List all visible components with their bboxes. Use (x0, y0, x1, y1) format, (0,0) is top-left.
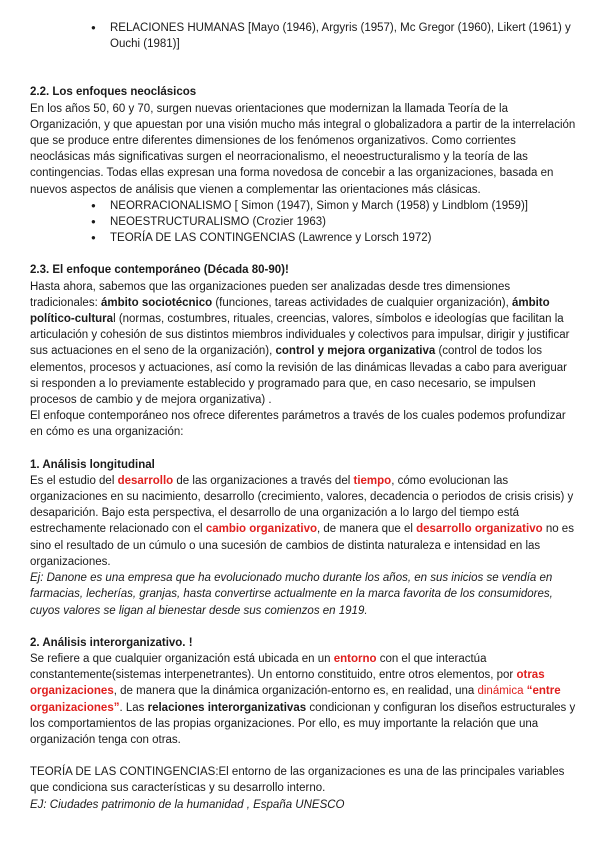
analisis-longitudinal-text: Es el estudio del desarrollo de las organizaciones a través del tiempo, cómo evolucionan las organizaciones en su nacimiento, desarrollo (crecimiento, valores, decadencia o periodos de crisis crisis) y desaparición. Bajo esta perspectiva, el desarrollo de una organización a lo largo del tiempo está estrechamente relacionado con el cambio organizativo, de manera que el desarrollo organizativo no es sino el resultado de un cúmulo o una sucesión de cambios de distinta naturaleza e intensidad en las organizaciones. (30, 474, 574, 568)
section-2-3-title: 2.3. El enfoque contemporáneo (Década 80-90)! (30, 264, 289, 277)
section-2-3-conclusion: El enfoque contemporáneo nos ofrece diferentes parámetros a través de los cuales podemos profundizar en cómo es una organización: (30, 410, 566, 439)
bullet-neoestructuralismo: ● NEOESTRUCTURALISMO (Crozier 1963) (30, 214, 578, 230)
teoria-contingencias-text: TEORÍA DE LAS CONTINGENCIAS:El entorno de las organizaciones es una de las principales variables que condiciona sus características y su desarrollo interno. (30, 766, 565, 795)
bullet-teoria-contingencias: ● TEORÍA DE LAS CONTINGENCIAS (Lawrence y Lorsch 1972) (30, 230, 578, 246)
analisis-longitudinal-example: Ej: Danone es una empresa que ha evolucionado mucho durante los años, en sus inicios se vendía en farmacias, lecherías, granjas, hasta convertirse actualmente en la marca favorita de los consumidores, cuyos valores se ligan al bienestar desde sus comienzos en 1919. (30, 572, 553, 617)
keyword-ambito-sociotecnico: ámbito sociotécnico (100, 296, 213, 309)
bullet-neorracionalismo: ● NEORRACIONALISMO [ Simon (1947), Simon y March (1958) y Lindblom (1959)] (30, 198, 578, 214)
teoria-contingencias-example: EJ: Ciudades patrimonio de la humanidad , España UNESCO (30, 798, 345, 811)
section-2-2-text: En los años 50, 60 y 70, surgen nuevas orientaciones que modernizan la llamada Teoría de la Organización, y que apuestan por una visión mucho más integral o globalizadora a partir de la interrelación que se produce entre diferentes dimensiones de los fenómenos organizativos. Como corrientes neoclásicas más significativas surgen el neorracionalismo, el neoestructuralismo y la teoría de las contingencias. Todas ellas expresan una forma novedosa de concebir a las organizaciones, basada en nuevos aspectos de análisis que vienen a complementar las orientaciones más clásicas. (30, 102, 576, 196)
analisis-interorganizativo-title: 2. Análisis interorganizativo. ! (30, 636, 193, 649)
analisis-interorganizativo-text: Se refiere a que cualquier organización está ubicada en un entorno con el que interactúa constantemente(sistemas interpenetrantes). Un entorno constituido, entre otros elementos, por otras organizaciones, de manera que la dinámica organización-entorno es, en realidad, una dinámica “entre organizaciones”. Las relaciones interorganizativas condicionan y configuran los diseños estructurales y los comportamientos de las propias organizaciones. Por ello, es muy importante la relación que una organización tenga con otras. (30, 652, 576, 746)
section-2-2-title: 2.2. Los enfoques neoclásicos (30, 86, 197, 99)
keyword-control-mejora: control y mejora organizativa (275, 345, 436, 358)
bullet-relaciones-humanas: ● RELACIONES HUMANAS [Mayo (1946), Argyris (1957), Mc Gregor (1960), Likert (1961) y Ouchi (1981)] (30, 20, 578, 52)
keyword-relaciones-interorganizativas: relaciones interorganizativas (147, 701, 307, 714)
analisis-longitudinal-title: 1. Análisis longitudinal (30, 458, 155, 471)
document-page (30, 0, 578, 813)
keyword-ambito-politico-cultural: ámbito político-cultura (30, 296, 550, 326)
section-2-3-paragraph: Hasta ahora, sabemos que las organizaciones pueden ser analizadas desde tres dimensiones tradicionales: ámbito sociotécnico (funciones, tareas actividades de cualquier organización), ámbito político-cultural (normas, costumbres, rituales, creencias, valores, símbolos e ideologías que facilitan la articulación y cohesión de sus distintos miembros individuales y colectivos para impulsar, dirigir y justificar sus actuaciones en el seno de la organización), control y mejora organizativa (control de todos los elementos, procesos y actuaciones, así como la revisión de las dinámicas llevadas a cabo para averiguar si responden a lo previamente establecido y programado para que, en caso necesario, se impulsen procesos de cambio y de mejora organizativa) . (30, 280, 570, 407)
